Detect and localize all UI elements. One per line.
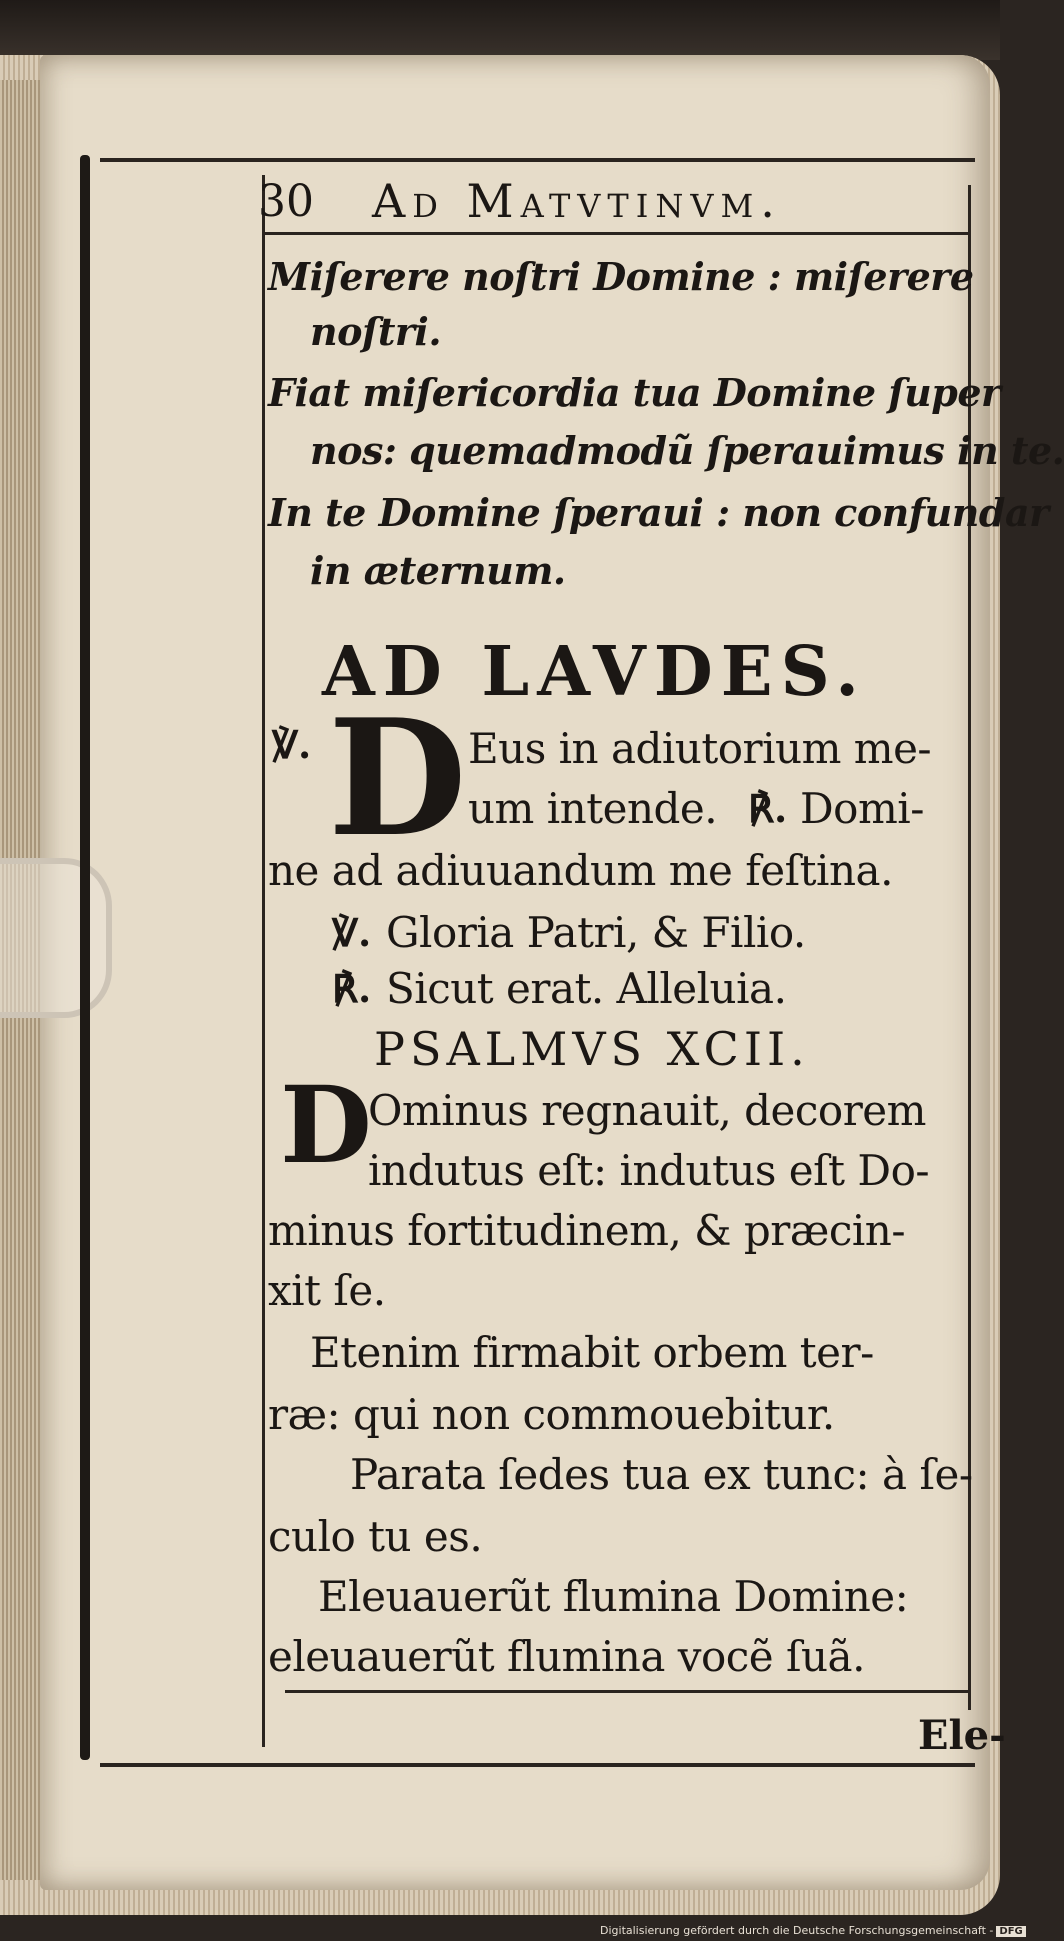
psalm-line: Ominus regnauit, decorem xyxy=(368,1086,926,1135)
psalm-line: xit ſe. xyxy=(268,1266,386,1315)
matins-line: In te Domine ſperaui : non confundar xyxy=(268,490,1049,535)
catchword: Ele- xyxy=(918,1712,1006,1759)
verse-line: Domi- xyxy=(800,784,924,833)
section-title-lauds: AD LAVDES. xyxy=(322,632,867,712)
sicut-line: Sicut erat. Alleluia. xyxy=(386,964,787,1013)
psalm-line: Eleuauerũt flumina Domine: xyxy=(318,1572,909,1621)
versicle-symbol: ℣. xyxy=(332,910,372,955)
header-rule xyxy=(262,232,968,235)
dfg-logo: DFG xyxy=(996,1926,1025,1937)
response-symbol: ℟. xyxy=(748,786,788,831)
running-head: Ad Matvtinvm. xyxy=(372,174,782,228)
psalm-line: indutus eſt: indutus eſt Do- xyxy=(368,1146,930,1195)
outer-left-border xyxy=(80,155,90,1760)
digitization-credit xyxy=(600,1924,1026,1937)
drop-cap: D xyxy=(280,1062,372,1187)
verse-line: Eus in adiutorium me- xyxy=(468,724,932,773)
versicle-symbol: ℣. xyxy=(272,722,312,767)
verse-line: um intende. xyxy=(468,784,718,833)
matins-line: in æternum. xyxy=(310,548,566,593)
psalm-line: eleuauerũt flumina vocẽ ſuã. xyxy=(268,1632,865,1681)
verse-line: ne ad adiuuandum me feſtina. xyxy=(268,846,893,895)
gloria-line: Gloria Patri, & Filio. xyxy=(386,908,806,957)
matins-line: nos: quemadmodũ ſperauimus in te. xyxy=(310,428,1064,473)
psalm-line: culo tu es. xyxy=(268,1512,483,1561)
matins-line: Miſerere noſtri Domine : miſerere xyxy=(268,254,974,299)
credit-text: Digitalisierung gefördert durch die Deutsche Forschungsgemeinschaft - xyxy=(600,1924,994,1937)
footer-rule xyxy=(285,1690,968,1693)
psalm-title: PSALMVS XCII. xyxy=(374,1022,810,1076)
psalm-line: Parata ſedes tua ex tunc: à ſe- xyxy=(350,1450,973,1499)
matins-line: noſtri. xyxy=(310,309,442,354)
text-block-left-rule xyxy=(262,175,265,1747)
scan-background-top xyxy=(0,0,1000,60)
bottom-border xyxy=(100,1763,975,1767)
response-symbol: ℟. xyxy=(332,966,372,1011)
psalm-line: ræ: qui non commouebitur. xyxy=(268,1390,835,1439)
psalm-line: minus fortitudinem, & præcin- xyxy=(268,1206,906,1255)
top-border xyxy=(100,158,975,162)
drop-cap: D xyxy=(328,684,467,872)
psalm-line: Etenim firmabit orbem ter- xyxy=(310,1328,874,1377)
page-clip-tab xyxy=(0,858,112,1018)
matins-line: Fiat miſericordia tua Domine ſuper xyxy=(268,370,1001,415)
page-number: 30 xyxy=(258,176,314,227)
